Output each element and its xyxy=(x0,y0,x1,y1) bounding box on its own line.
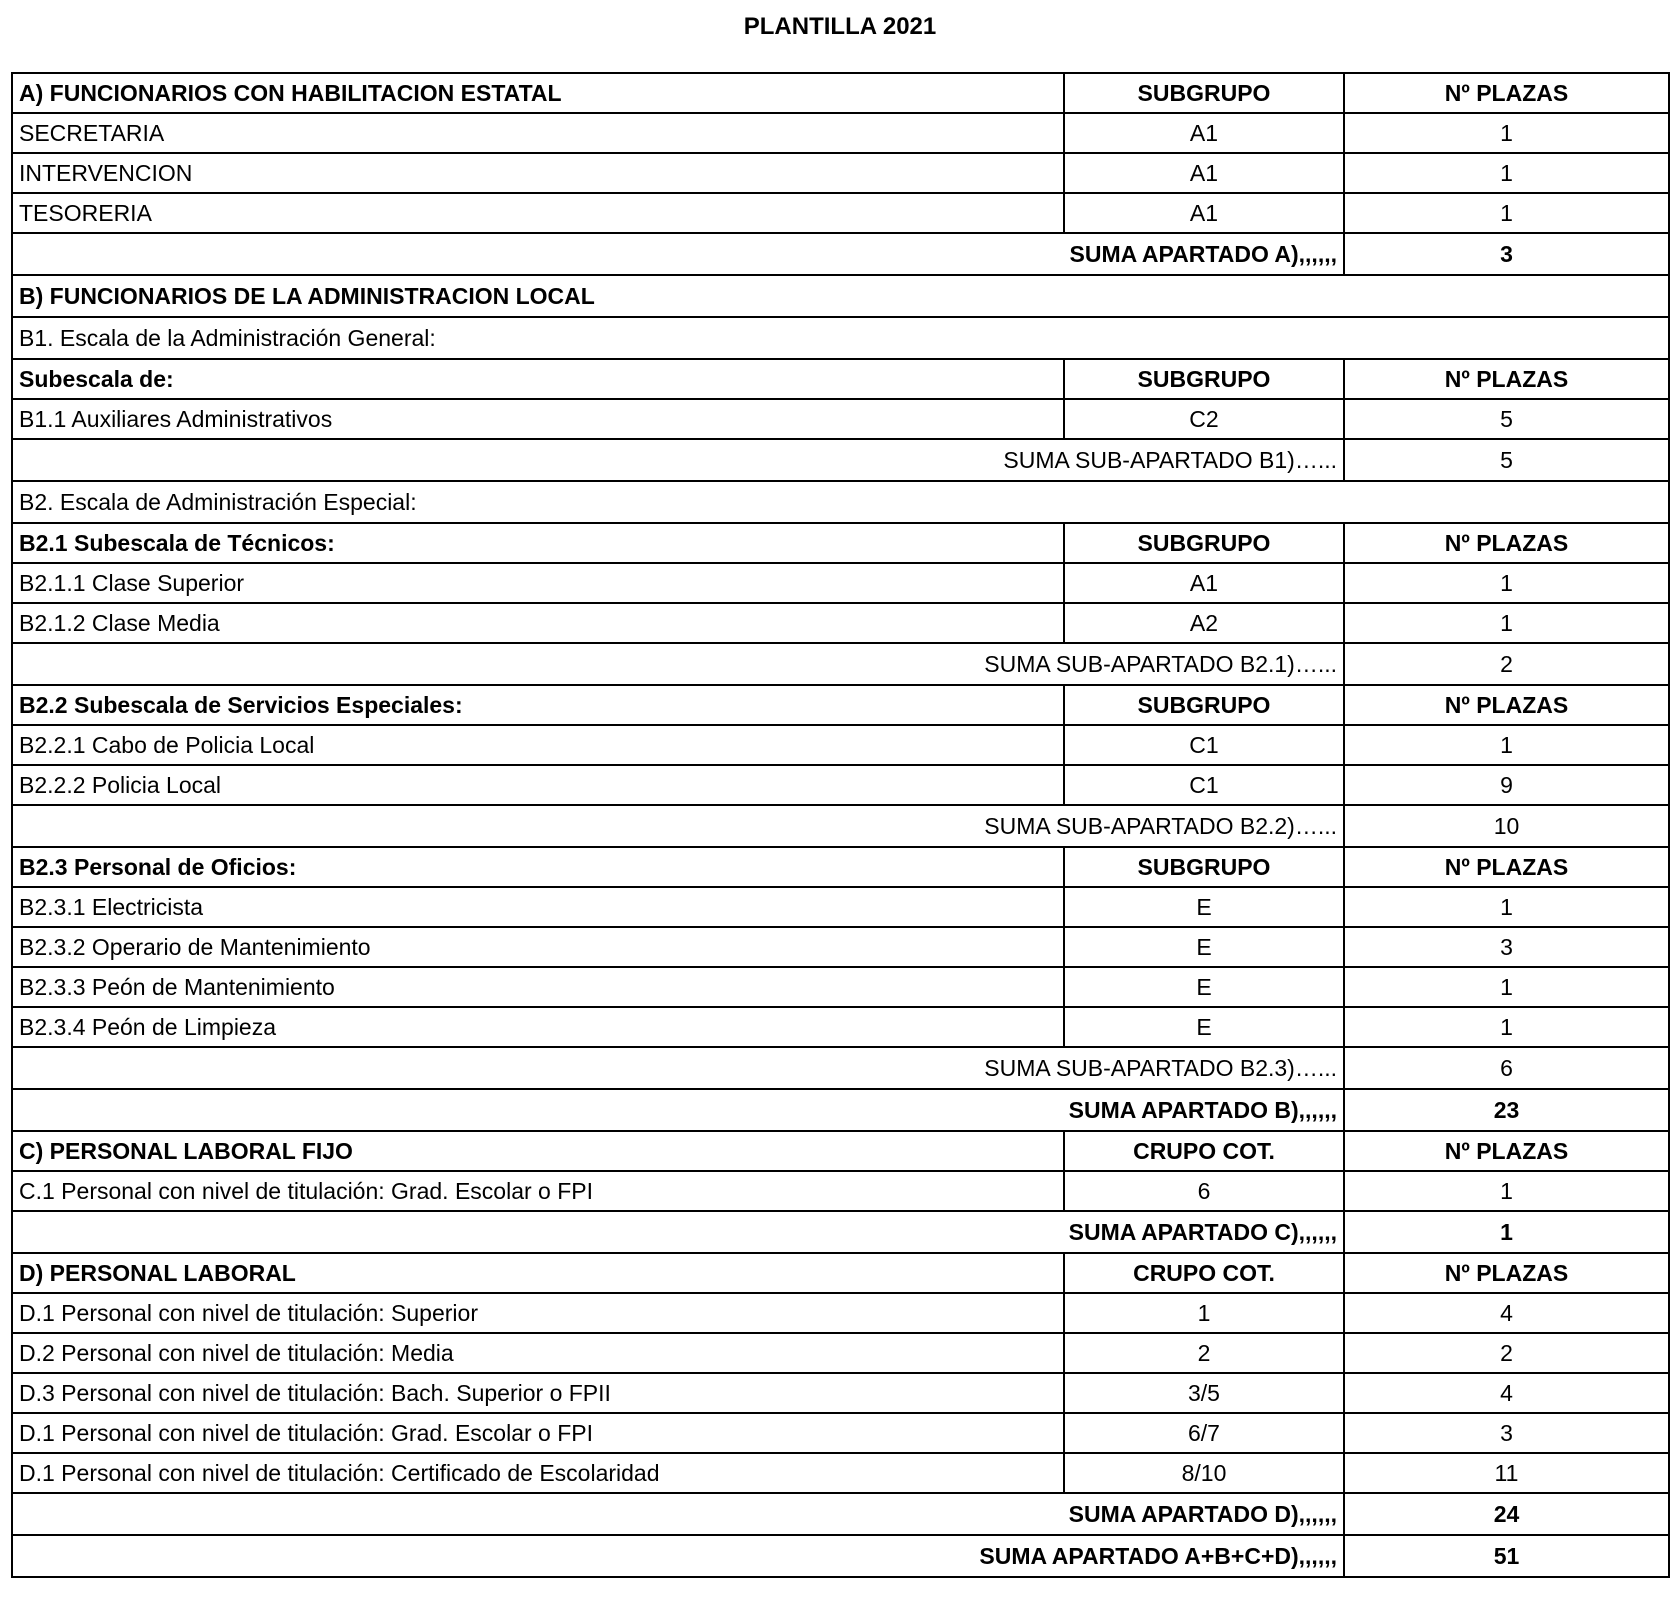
group-cell: E xyxy=(1064,1007,1344,1047)
column-header-group: SUBGRUPO xyxy=(1064,73,1344,113)
table-row xyxy=(12,1007,1669,1047)
page-title: PLANTILLA 2021 xyxy=(743,13,937,40)
position-name: D.1 Personal con nivel de titulación: Superior xyxy=(12,1293,1064,1333)
section-title: A) FUNCIONARIOS CON HABILITACION ESTATAL xyxy=(12,73,1064,113)
group-cell: 8/10 xyxy=(1064,1453,1344,1493)
places-cell: 1 xyxy=(1344,193,1669,233)
section-header-row xyxy=(12,73,1669,113)
position-name: TESORERIA xyxy=(12,193,1064,233)
section-title: B2.1 Subescala de Técnicos: xyxy=(12,523,1064,563)
subtotal-row xyxy=(12,1535,1669,1577)
position-name: D.2 Personal con nivel de titulación: Media xyxy=(12,1333,1064,1373)
table-row xyxy=(12,1171,1669,1211)
table-row xyxy=(12,1293,1669,1333)
group-cell: 3/5 xyxy=(1064,1373,1344,1413)
places-cell: 1 xyxy=(1344,563,1669,603)
subtotal-label: SUMA SUB-APARTADO B2.1)…... xyxy=(12,643,1344,685)
table-row xyxy=(12,193,1669,233)
places-cell: 3 xyxy=(1344,1413,1669,1453)
column-header-places: Nº PLAZAS xyxy=(1344,1131,1669,1171)
table-row xyxy=(12,967,1669,1007)
table-row xyxy=(12,603,1669,643)
section-label: B1. Escala de la Administración General: xyxy=(12,317,1669,359)
group-cell: A1 xyxy=(1064,193,1344,233)
subtotal-value: 5 xyxy=(1344,439,1669,481)
section-row xyxy=(12,481,1669,523)
position-name: D.1 Personal con nivel de titulación: Grad. Escolar o FPI xyxy=(12,1413,1064,1453)
subtotal-row xyxy=(12,233,1669,275)
subtotal-label: SUMA APARTADO C),,,,,, xyxy=(12,1211,1344,1253)
table-row xyxy=(12,1333,1669,1373)
places-cell: 1 xyxy=(1344,967,1669,1007)
places-cell: 11 xyxy=(1344,1453,1669,1493)
places-cell: 1 xyxy=(1344,1007,1669,1047)
places-cell: 4 xyxy=(1344,1373,1669,1413)
section-title: D) PERSONAL LABORAL xyxy=(12,1253,1064,1293)
position-name: B2.3.2 Operario de Mantenimiento xyxy=(12,927,1064,967)
section-header-row xyxy=(12,359,1669,399)
position-name: B2.2.2 Policia Local xyxy=(12,765,1064,805)
group-cell: C1 xyxy=(1064,765,1344,805)
places-cell: 5 xyxy=(1344,399,1669,439)
subtotal-row xyxy=(12,1211,1669,1253)
table-row xyxy=(12,563,1669,603)
subtotal-value: 23 xyxy=(1344,1089,1669,1131)
group-cell: A1 xyxy=(1064,113,1344,153)
position-name: B2.3.4 Peón de Limpieza xyxy=(12,1007,1064,1047)
group-cell: A1 xyxy=(1064,153,1344,193)
staff-table xyxy=(11,72,1670,1578)
group-cell: E xyxy=(1064,927,1344,967)
table-row xyxy=(12,927,1669,967)
subtotal-row xyxy=(12,439,1669,481)
section-title: Subescala de: xyxy=(12,359,1064,399)
group-cell: A2 xyxy=(1064,603,1344,643)
subtotal-value: 2 xyxy=(1344,643,1669,685)
group-cell: E xyxy=(1064,967,1344,1007)
column-header-places: Nº PLAZAS xyxy=(1344,685,1669,725)
table-row xyxy=(12,153,1669,193)
subtotal-label: SUMA SUB-APARTADO B2.2)…... xyxy=(12,805,1344,847)
section-label: B2. Escala de Administración Especial: xyxy=(12,481,1669,523)
position-name: C.1 Personal con nivel de titulación: Grad. Escolar o FPI xyxy=(12,1171,1064,1211)
section-title: B2.2 Subescala de Servicios Especiales: xyxy=(12,685,1064,725)
column-header-places: Nº PLAZAS xyxy=(1344,1253,1669,1293)
group-cell: A1 xyxy=(1064,563,1344,603)
places-cell: 1 xyxy=(1344,113,1669,153)
subtotal-label: SUMA APARTADO B),,,,,, xyxy=(12,1089,1344,1131)
section-header-row xyxy=(12,1253,1669,1293)
column-header-places: Nº PLAZAS xyxy=(1344,847,1669,887)
position-name: B2.3.3 Peón de Mantenimiento xyxy=(12,967,1064,1007)
places-cell: 1 xyxy=(1344,603,1669,643)
table-row xyxy=(12,887,1669,927)
subtotal-row xyxy=(12,1089,1669,1131)
subtotal-row xyxy=(12,1493,1669,1535)
section-header-row xyxy=(12,1131,1669,1171)
group-cell: E xyxy=(1064,887,1344,927)
table-row xyxy=(12,1413,1669,1453)
section-header-row xyxy=(12,685,1669,725)
position-name: B2.1.1 Clase Superior xyxy=(12,563,1064,603)
position-name: B2.2.1 Cabo de Policia Local xyxy=(12,725,1064,765)
section-title: C) PERSONAL LABORAL FIJO xyxy=(12,1131,1064,1171)
subtotal-value: 24 xyxy=(1344,1493,1669,1535)
column-header-places: Nº PLAZAS xyxy=(1344,73,1669,113)
places-cell: 1 xyxy=(1344,725,1669,765)
subtotal-value: 3 xyxy=(1344,233,1669,275)
section-row xyxy=(12,275,1669,317)
places-cell: 1 xyxy=(1344,1171,1669,1211)
section-label: B) FUNCIONARIOS DE LA ADMINISTRACION LOCAL xyxy=(12,275,1669,317)
table-row xyxy=(12,765,1669,805)
section-header-row xyxy=(12,847,1669,887)
column-header-group: SUBGRUPO xyxy=(1064,523,1344,563)
table-row xyxy=(12,1453,1669,1493)
position-name: SECRETARIA xyxy=(12,113,1064,153)
table-row xyxy=(12,399,1669,439)
position-name: INTERVENCION xyxy=(12,153,1064,193)
subtotal-label: SUMA APARTADO D),,,,,, xyxy=(12,1493,1344,1535)
position-name: B2.1.2 Clase Media xyxy=(12,603,1064,643)
places-cell: 1 xyxy=(1344,887,1669,927)
subtotal-label: SUMA SUB-APARTADO B2.3)…... xyxy=(12,1047,1344,1089)
section-row xyxy=(12,317,1669,359)
subtotal-value: 1 xyxy=(1344,1211,1669,1253)
places-cell: 3 xyxy=(1344,927,1669,967)
table-row xyxy=(12,1373,1669,1413)
column-header-places: Nº PLAZAS xyxy=(1344,523,1669,563)
places-cell: 1 xyxy=(1344,153,1669,193)
column-header-group: SUBGRUPO xyxy=(1064,847,1344,887)
subtotal-row xyxy=(12,805,1669,847)
column-header-group: SUBGRUPO xyxy=(1064,685,1344,725)
subtotal-value: 6 xyxy=(1344,1047,1669,1089)
group-cell: C2 xyxy=(1064,399,1344,439)
subtotal-label: SUMA APARTADO A),,,,,, xyxy=(12,233,1344,275)
group-cell: 6/7 xyxy=(1064,1413,1344,1453)
places-cell: 4 xyxy=(1344,1293,1669,1333)
column-header-places: Nº PLAZAS xyxy=(1344,359,1669,399)
table-row xyxy=(12,725,1669,765)
group-cell: 6 xyxy=(1064,1171,1344,1211)
places-cell: 2 xyxy=(1344,1333,1669,1373)
group-cell: 1 xyxy=(1064,1293,1344,1333)
subtotal-row xyxy=(12,1047,1669,1089)
section-header-row xyxy=(12,523,1669,563)
position-name: B2.3.1 Electricista xyxy=(12,887,1064,927)
subtotal-value: 10 xyxy=(1344,805,1669,847)
subtotal-label: SUMA APARTADO A+B+C+D),,,,,, xyxy=(12,1535,1344,1577)
subtotal-row xyxy=(12,643,1669,685)
places-cell: 9 xyxy=(1344,765,1669,805)
column-header-group: SUBGRUPO xyxy=(1064,359,1344,399)
group-cell: C1 xyxy=(1064,725,1344,765)
subtotal-value: 51 xyxy=(1344,1535,1669,1577)
position-name: D.1 Personal con nivel de titulación: Certificado de Escolaridad xyxy=(12,1453,1064,1493)
position-name: B1.1 Auxiliares Administrativos xyxy=(12,399,1064,439)
column-header-group: CRUPO COT. xyxy=(1064,1131,1344,1171)
position-name: D.3 Personal con nivel de titulación: Bach. Superior o FPII xyxy=(12,1373,1064,1413)
table-row xyxy=(12,113,1669,153)
column-header-group: CRUPO COT. xyxy=(1064,1253,1344,1293)
section-title: B2.3 Personal de Oficios: xyxy=(12,847,1064,887)
group-cell: 2 xyxy=(1064,1333,1344,1373)
subtotal-label: SUMA SUB-APARTADO B1)…... xyxy=(12,439,1344,481)
